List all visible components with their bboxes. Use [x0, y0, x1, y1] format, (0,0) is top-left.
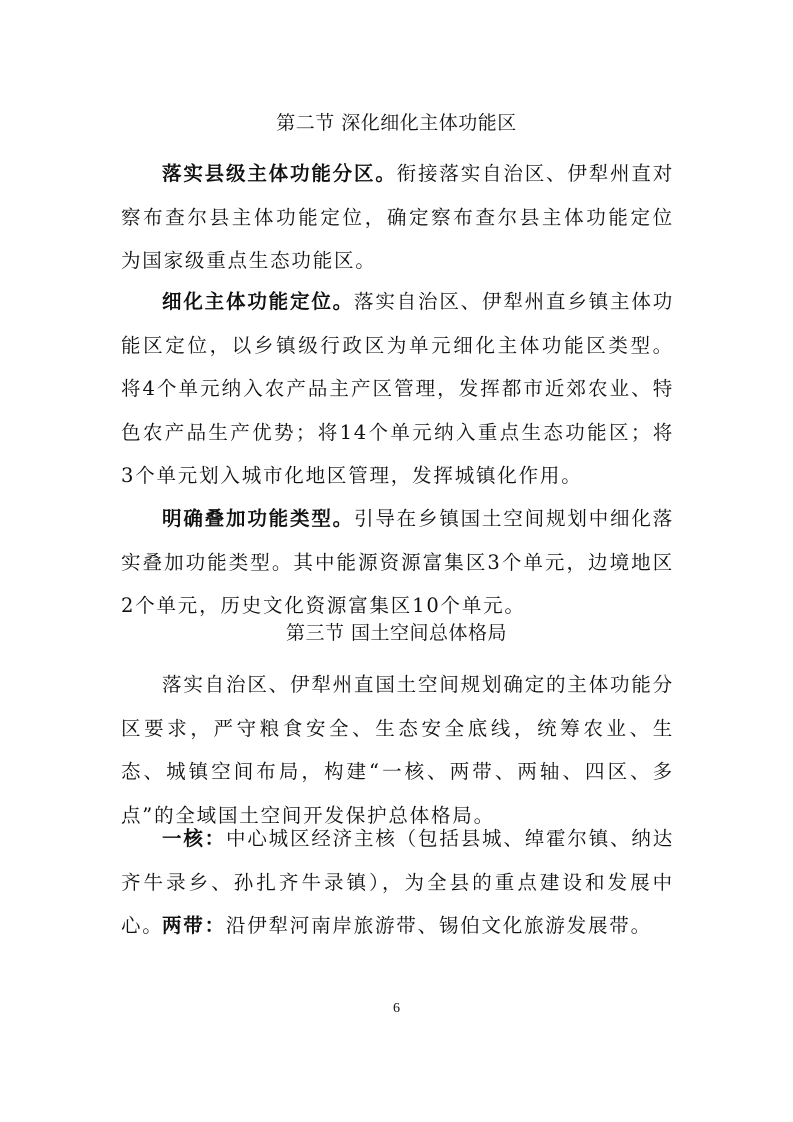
paragraph-refine-positioning [121, 280, 674, 498]
paragraph-lead: 明确叠加功能类型。 [162, 507, 355, 530]
paragraph-text: 衔接落实自治区、伊犁州直对察布查尔县主体功能定位，确定察布查尔县主体功能定位为国家级重点生态功能区。 [121, 162, 674, 272]
paragraph-text: 沿伊犁河南岸旅游带、锡伯文化旅游发展带。 [225, 914, 652, 937]
section-title-3: 第三节 国土空间总体格局 [285, 622, 508, 644]
paragraph-two-belts [121, 904, 674, 948]
paragraph-lead: 两带： [162, 914, 226, 937]
paragraph-lead: 一核： [162, 827, 227, 850]
paragraph-overlay-types [121, 497, 674, 628]
paragraph-lead: 落实县级主体功能分区。 [162, 162, 397, 185]
section-title-2: 第二节 深化细化主体功能区 [276, 112, 517, 134]
paragraph-county-zoning [121, 152, 674, 283]
paragraph-lead: 细化主体功能定位。 [162, 290, 355, 313]
page-number: 6 [393, 1001, 400, 1016]
paragraph-overall-pattern: 落实自治区、伊犁州直国土空间规划确定的主体功能分区要求，严守粮食安全、生态安全底线，统筹农业、生态、城镇空间布局，构建“一核、两带、两轴、四区、多点”的全域国土空间开发保护总体格局。 [121, 673, 674, 827]
paragraph-text: 中心城区经济主核（包括县城、绰霍尔镇、纳达齐牛录乡、孙扎齐牛录镇），为全县的重点建设和发展中心。 [121, 827, 674, 937]
paragraph-text: 引导在乡镇国土空间规划中细化落实叠加功能类型。其中能源资源富集区3个单元，边境地区2个单元，历史文化资源富集区10个单元。 [121, 507, 674, 617]
paragraph-text: 落实自治区、伊犁州直乡镇主体功能区定位，以乡镇级行政区为单元细化主体功能区类型。将4个单元纳入农产品主产区管理，发挥都市近郊农业、特色农产品生产优势；将14个单元纳入重点生态功能区；将3个单元划入城市化地区管理，发挥城镇化作用。 [121, 290, 674, 487]
